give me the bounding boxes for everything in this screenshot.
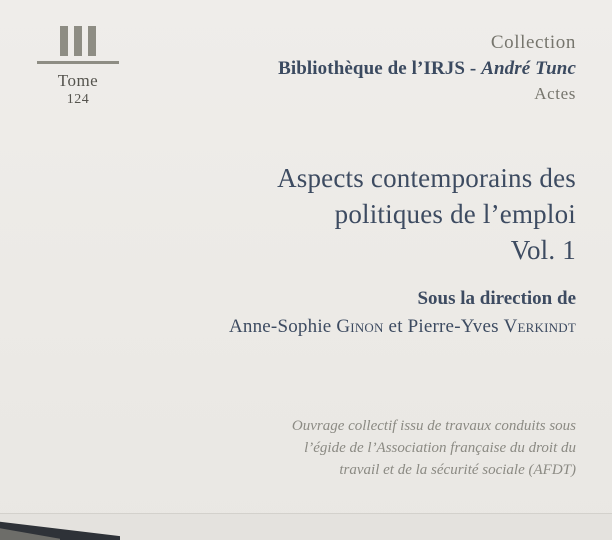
bar-3 <box>88 26 96 56</box>
collection-label: Collection <box>490 32 576 53</box>
author-1-last: Ginon <box>336 316 384 337</box>
collection-name-plain: Bibliothèque de l’IRJS - <box>278 58 482 79</box>
author-names <box>106 316 576 338</box>
author-1-first: Anne-Sophie <box>228 316 337 337</box>
note-line-1: Ouvrage collectif issu de travaux conduits sous <box>291 418 576 434</box>
author-2-last: Verkindt <box>503 316 576 337</box>
title-line-1: Aspects contemporains des <box>277 163 576 193</box>
note-line-3: travail et de la sécurité sociale (AFDT) <box>339 462 576 478</box>
direction-label: Sous la direction de <box>417 288 576 309</box>
collection-name-italic: André Tunc <box>481 58 576 79</box>
note-line-2: l’égide de l’Association française du droit du <box>304 440 576 456</box>
bar-1 <box>60 26 68 56</box>
collection-name <box>278 58 576 80</box>
page-title <box>146 160 576 268</box>
title-line-2: politiques de l’emploi <box>334 199 576 229</box>
three-bars-icon <box>37 26 119 56</box>
bottom-band <box>0 513 612 540</box>
title-line-3: Vol. 1 <box>510 235 576 265</box>
author-2-first: Pierre-Yves <box>407 316 504 337</box>
authors-block <box>106 288 576 338</box>
bar-2 <box>74 26 82 56</box>
collective-work-note <box>176 415 576 481</box>
tome-number: 124 <box>66 92 90 107</box>
tome-divider <box>37 61 119 64</box>
collection-block <box>278 32 576 104</box>
tome-label: Tome <box>57 71 99 90</box>
tome-badge <box>37 26 119 108</box>
collection-series: Actes <box>534 84 576 103</box>
authors-conjunction: et <box>383 316 408 337</box>
